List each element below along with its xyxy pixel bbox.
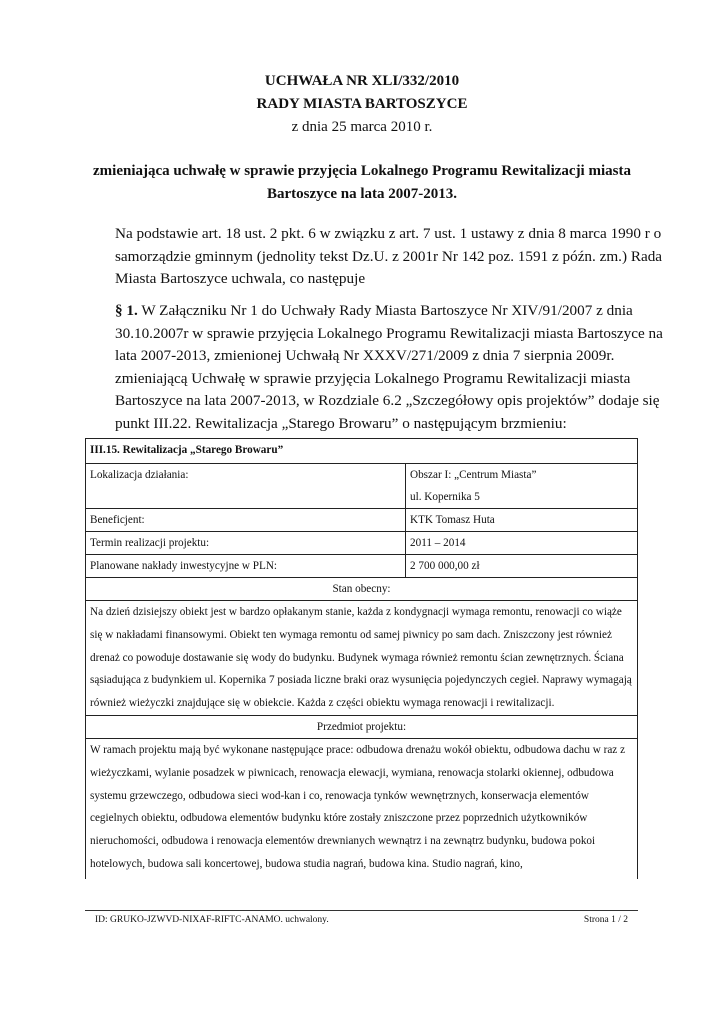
page-footer xyxy=(95,915,628,925)
document-id: ID: GRUKO-JZWVD-NIXAF-RIFTC-ANAMO. uchwalony. xyxy=(95,915,329,925)
legal-basis xyxy=(85,223,675,291)
term-value: 2011 – 2014 xyxy=(406,532,638,555)
section-1-label: § 1. xyxy=(115,302,138,319)
resolution-date: z dnia 25 marca 2010 r. xyxy=(291,119,433,135)
project-heading: III.15. Rewitalizacja „Starego Browaru” xyxy=(86,439,638,464)
term-label: Termin realizacji projektu: xyxy=(86,532,406,555)
beneficiary-label: Beneficjent: xyxy=(86,509,406,532)
section-1 xyxy=(85,300,675,435)
resolution-subject: zmieniająca uchwałę w sprawie przyjęcia Lokalnego Programu Rewitalizacji miasta Bartoszyce na lata 2007-2013. xyxy=(93,163,631,202)
location-label: Lokalizacja działania: xyxy=(86,464,406,509)
project-subject-text: W ramach projektu mają być wykonane następujące prace: odbudowa drenażu wokół obiektu, odbudowa dachu w raz z wieżyczkami, wylanie posadzek w piwnicach, renowacja elewacji, wymiana, renowacja stolarki okiennej, odbudowa systemu grzewczego, odbudowa sieci wod-kan i co, renowacja tynków wewnętrznych, konserwacja elementów cegielnych obiektu, odbudowa elementów budynku które zostały zniszczone przez poprzednich użytkowników nieruchomości, odbudowa i renowacja elementów drewnianych wewnątrz i na zewnątrz budynku, budowa pokoi hotelowych, budowa sali koncertowej, budowa studia nagrań, budowa kina. Studio nagrań, kino, xyxy=(90,743,626,870)
current-state-text: Na dzień dzisiejszy obiekt jest w bardzo opłakanym stanie, każda z kondygnacji wymaga remontu, renowacji co wiąże się w nakładami finansowymi. Obiekt ten wymaga remontu od samej piwnicy po sam dach. Zniszczony jest również drenaż co powoduje dostawanie się wody do budynku. Budynek wymaga również remontu ścian zewnętrznych. Ściana sąsiadująca z budynkiem ul. Kopernika 7 posiada liczne braki oraz wysunięcia pojedynczych cegieł. Naprawy wymagają również wieżyczki znajdujące się w obiekcie. Każda z części obiektu wymaga renowacji i rewitalizacji. xyxy=(86,601,638,716)
location-area: Obszar I: „Centrum Miasta” xyxy=(410,469,537,481)
current-state-label: Stan obecny: xyxy=(86,578,638,601)
location-value xyxy=(406,464,638,509)
page-number: Strona 1 / 2 xyxy=(583,915,628,925)
project-subject-label: Przedmiot projektu: xyxy=(86,715,638,738)
resolution-title: UCHWAŁA NR XLI/332/2010 xyxy=(264,73,460,89)
cost-value: 2 700 000,00 zł xyxy=(406,555,638,578)
council-name: RADY MIASTA BARTOSZYCE xyxy=(256,96,468,112)
footer-divider xyxy=(85,910,638,911)
project-table xyxy=(85,438,638,879)
legal-basis-text: Na podstawie art. 18 ust. 2 pkt. 6 w związku z art. 7 ust. 1 ustawy z dnia 8 marca 1990 r o samorządzie gminnym (jednolity tekst Dz.U. z 2001r Nr 142 poz. 1591 z późn. zm.) Rada Miasta Bartoszyce uchwala, co następuje xyxy=(115,225,663,287)
beneficiary-value: KTK Tomasz Huta xyxy=(406,509,638,532)
cost-label: Planowane nakłady inwestycyjne w PLN: xyxy=(86,555,406,578)
location-street: ul. Kopernika 5 xyxy=(410,491,480,503)
resolution-header xyxy=(0,70,724,139)
project-subject-cell xyxy=(86,738,638,879)
section-1-text: W Załączniku Nr 1 do Uchwały Rady Miasta Bartoszyce Nr XIV/91/2007 z dnia 30.10.2007r w sprawie przyjęcia Lokalnego Programu Rewitalizacji miasta Bartoszyce na lata 2007-2013, zmienionej Uchwałą Nr XXXV/271/2009 z dnia 7 sierpnia 2009r. zmieniającą Uchwałę w sprawie przyjęcia Lokalnego Programu Rewitalizacji miasta Bartoszyce na lata 2007-2013, w Rozdziale 6.2 „Szczegółowy opis projektów” dodaje się punkt III.22. Rewitalizacja „Starego Browaru” o następującym brzmieniu: xyxy=(115,302,663,432)
